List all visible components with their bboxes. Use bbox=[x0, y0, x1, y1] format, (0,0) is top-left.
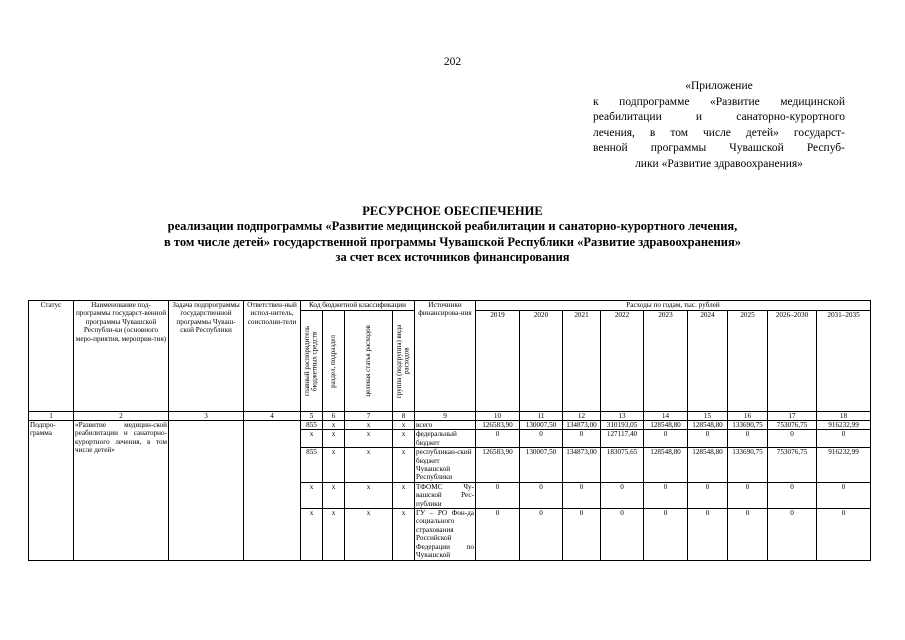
source-cell: федеральный бюджет bbox=[415, 430, 476, 448]
title-line: в том числе детей» государственной программы Чувашской Республики «Развитие здравоохранения» bbox=[163, 234, 742, 249]
column-number: 1 bbox=[29, 412, 74, 421]
value-cell: 0 bbox=[817, 430, 871, 448]
value-cell: 126583,90 bbox=[476, 421, 520, 430]
column-number: 13 bbox=[601, 412, 644, 421]
title-line: реализации подпрограммы «Развитие медицинской реабилитации и санаторно-курортного лечения, bbox=[167, 219, 738, 233]
value-cell: 0 bbox=[520, 509, 563, 560]
appendix-line: реабилитации и санаторно-курортного bbox=[593, 111, 845, 123]
group-cell: х bbox=[393, 482, 415, 508]
title-main: РЕСУРСНОЕ ОБЕСПЕЧЕНИЕ bbox=[362, 204, 543, 218]
column-number: 3 bbox=[169, 412, 244, 421]
header-budget-code: Код бюджетной классификации bbox=[301, 301, 415, 311]
value-cell: 183075,65 bbox=[601, 448, 644, 483]
value-cell: 128548,80 bbox=[644, 421, 688, 430]
group-cell: х bbox=[393, 509, 415, 560]
value-cell: 0 bbox=[817, 509, 871, 560]
section-cell: х bbox=[323, 482, 345, 508]
value-cell: 0 bbox=[768, 482, 817, 508]
header-sources: Источники финансирова-ния bbox=[415, 301, 476, 412]
column-number: 11 bbox=[520, 412, 563, 421]
value-cell: 0 bbox=[476, 509, 520, 560]
column-number: 9 bbox=[415, 412, 476, 421]
column-number: 17 bbox=[768, 412, 817, 421]
grbs-cell: х bbox=[301, 482, 323, 508]
header-group-text: группа (подгруппа) вида расходов bbox=[395, 324, 411, 398]
target-cell: х bbox=[345, 482, 393, 508]
document-title bbox=[0, 204, 905, 266]
value-cell: 0 bbox=[563, 430, 601, 448]
header-year: 2020 bbox=[520, 311, 563, 412]
value-cell: 0 bbox=[688, 509, 728, 560]
header-section-text: раздел, подраздел bbox=[328, 334, 337, 388]
value-cell: 0 bbox=[688, 482, 728, 508]
appendix-note bbox=[593, 79, 845, 172]
source-cell: ГУ – РО Фон-да социального страхования Российской Федерации по Чувашской bbox=[416, 509, 474, 560]
column-number: 6 bbox=[323, 412, 345, 421]
grbs-cell: 855 bbox=[301, 421, 323, 430]
header-target-text: целевая статья расходов bbox=[363, 325, 372, 397]
header-target bbox=[345, 311, 393, 412]
title-line: за счет всех источников финансирования bbox=[335, 250, 570, 264]
value-cell: 0 bbox=[644, 509, 688, 560]
header-grbs-text: главный распорядитель бюджетных средств bbox=[303, 325, 319, 397]
value-cell: 0 bbox=[601, 509, 644, 560]
header-year: 2025 bbox=[728, 311, 768, 412]
header-year: 2026–2030 bbox=[768, 311, 817, 412]
value-cell: 133690,75 bbox=[728, 448, 768, 483]
source-cell: республикан-ский бюджет Чувашской Республики bbox=[415, 448, 476, 483]
value-cell: 916232,99 bbox=[817, 421, 871, 430]
value-cell: 0 bbox=[728, 482, 768, 508]
header-year: 2031–2035 bbox=[817, 311, 871, 412]
column-number: 7 bbox=[345, 412, 393, 421]
header-year: 2021 bbox=[563, 311, 601, 412]
column-number: 5 bbox=[301, 412, 323, 421]
column-number: 15 bbox=[688, 412, 728, 421]
section-cell: х bbox=[323, 448, 345, 483]
value-cell: 0 bbox=[644, 482, 688, 508]
header-year: 2022 bbox=[601, 311, 644, 412]
value-cell: 128548,80 bbox=[688, 421, 728, 430]
header-name: Наименование под-программы государст-венной программы Чувашской Республи-ки (основного меро-приятия, мероприя-тия) bbox=[74, 301, 169, 412]
column-number: 2 bbox=[74, 412, 169, 421]
header-status: Статус bbox=[29, 301, 74, 412]
target-cell: х bbox=[345, 430, 393, 448]
value-cell: 0 bbox=[520, 430, 563, 448]
appendix-line: венной программы Чувашской Респуб- bbox=[593, 142, 845, 154]
grbs-cell: х bbox=[301, 430, 323, 448]
appendix-line: к подпрограмме «Развитие медицинской bbox=[593, 95, 845, 108]
value-cell: 134873,00 bbox=[563, 448, 601, 483]
target-cell: х bbox=[345, 421, 393, 430]
column-numbers-row bbox=[29, 412, 871, 421]
status-cell: Подпро-грамма bbox=[29, 421, 74, 561]
value-cell: 128548,80 bbox=[644, 448, 688, 483]
column-number: 4 bbox=[244, 412, 301, 421]
target-cell: х bbox=[345, 448, 393, 483]
appendix-line: «Приложение bbox=[685, 80, 753, 92]
value-cell: 916232,99 bbox=[817, 448, 871, 483]
header-grbs bbox=[301, 311, 323, 412]
value-cell: 0 bbox=[563, 482, 601, 508]
value-cell: 130007,50 bbox=[520, 421, 563, 430]
value-cell: 0 bbox=[817, 482, 871, 508]
value-cell: 133690,75 bbox=[728, 421, 768, 430]
source-cell: ТФОМС Чу-вашской Рес-публики bbox=[416, 482, 474, 508]
value-cell: 128548,80 bbox=[688, 448, 728, 483]
section-cell: х bbox=[323, 430, 345, 448]
value-cell: 0 bbox=[563, 509, 601, 560]
group-cell: х bbox=[393, 421, 415, 430]
source-cell: всего bbox=[415, 421, 476, 430]
grbs-cell: 855 bbox=[301, 448, 323, 483]
value-cell: 0 bbox=[476, 482, 520, 508]
value-cell: 310193,05 bbox=[601, 421, 644, 430]
column-number: 8 bbox=[393, 412, 415, 421]
header-year: 2024 bbox=[688, 311, 728, 412]
header-year: 2023 bbox=[644, 311, 688, 412]
header-section bbox=[323, 311, 345, 412]
page-number: 202 bbox=[443, 56, 462, 68]
value-cell: 0 bbox=[644, 430, 688, 448]
group-cell: х bbox=[393, 430, 415, 448]
header-expenses: Расходы по годам, тыс. рублей bbox=[476, 301, 871, 311]
value-cell: 0 bbox=[520, 482, 563, 508]
program-name-cell: «Развитие медицин-ской реабилитации и санаторно-курортного лечения, в том числе детей» bbox=[74, 421, 169, 561]
column-number: 12 bbox=[563, 412, 601, 421]
header-task: Задача подпрограммы государственной программы Чуваш-ской Республики bbox=[169, 301, 244, 412]
column-number: 10 bbox=[476, 412, 520, 421]
value-cell: 0 bbox=[688, 430, 728, 448]
value-cell: 126583,90 bbox=[476, 448, 520, 483]
value-cell: 0 bbox=[728, 430, 768, 448]
section-cell: х bbox=[323, 421, 345, 430]
group-cell: х bbox=[393, 448, 415, 483]
value-cell: 0 bbox=[728, 509, 768, 560]
header-responsible: Ответствен-ный испол-нитель, соисполни-тели bbox=[244, 301, 301, 412]
column-number: 16 bbox=[728, 412, 768, 421]
resource-table bbox=[28, 300, 871, 561]
target-cell: х bbox=[345, 509, 393, 560]
value-cell: 753076,75 bbox=[768, 448, 817, 483]
value-cell: 0 bbox=[768, 509, 817, 560]
value-cell: 0 bbox=[768, 430, 817, 448]
task-cell bbox=[169, 421, 244, 561]
column-number: 14 bbox=[644, 412, 688, 421]
table-row bbox=[29, 421, 871, 430]
value-cell: 130007,50 bbox=[520, 448, 563, 483]
value-cell: 0 bbox=[601, 482, 644, 508]
header-group bbox=[393, 311, 415, 412]
value-cell: 753076,75 bbox=[768, 421, 817, 430]
value-cell: 0 bbox=[476, 430, 520, 448]
appendix-line: лики «Развитие здравоохранения» bbox=[635, 157, 803, 170]
grbs-cell: х bbox=[301, 509, 323, 560]
value-cell: 127117,40 bbox=[601, 430, 644, 448]
value-cell: 134873,00 bbox=[563, 421, 601, 430]
column-number: 18 bbox=[817, 412, 871, 421]
header-year: 2019 bbox=[476, 311, 520, 412]
section-cell: х bbox=[323, 509, 345, 560]
appendix-line: лечения, в том числе детей» государст- bbox=[593, 126, 845, 139]
responsible-cell bbox=[244, 421, 301, 561]
